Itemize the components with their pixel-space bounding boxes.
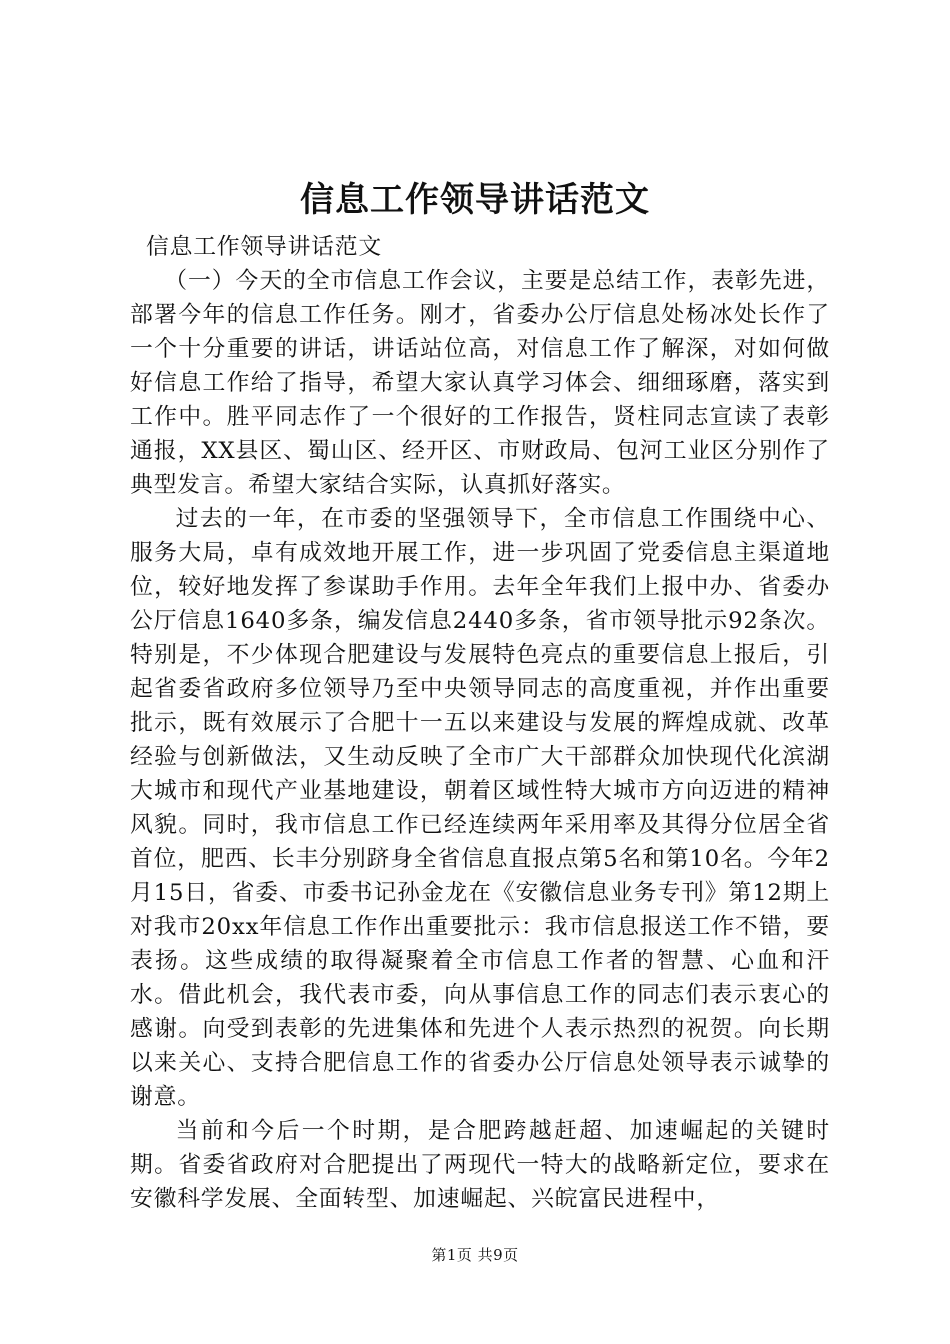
paragraph-1: （一）今天的全市信息工作会议，主要是总结工作，表彰先进，部署今年的信息工作任务。刚才，省委办公厅信息处杨冰处长作了一个十分重要的讲话，讲话站位高，对信息工作了解深，对如何做好信息工作给了指导，希望大家认真学习体会、细细琢磨，落实到工作中。胜平同志作了一个很好的工作报告，贤柱同志宣读了表彰通报，XX县区、蜀山区、经开区、市财政局、包河工业区分别作了典型发言。希望大家结合实际，认真抓好落实。: [130, 268, 830, 498]
document-subtitle: 信息工作领导讲话范文: [146, 234, 382, 260]
document-title: 信息工作领导讲话范文: [300, 180, 650, 220]
paragraph-3: 当前和今后一个时期，是合肥跨越赶超、加速崛起的关键时期。省委省政府对合肥提出了两现代一特大的战略新定位，要求在安徽科学发展、全面转型、加速崛起、兴皖富民进程中，: [130, 1118, 830, 1212]
paragraph-2: 过去的一年，在市委的坚强领导下，全市信息工作围绕中心、服务大局，卓有成效地开展工作，进一步巩固了党委信息主渠道地位，较好地发挥了参谋助手作用。去年全年我们上报中办、省委办公厅信息1640多条，编发信息2440多条，省市领导批示92条次。特别是，不少体现合肥建设与发展特色亮点的重要信息上报后，引起省委省政府多位领导乃至中央领导同志的高度重视，并作出重要批示，既有效展示了合肥十一五以来建设与发展的辉煌成就、改革经验与创新做法，又生动反映了全市广大干部群众加快现代化滨湖大城市和现代产业基地建设，朝着区域性特大城市方向迈进的精神风貌。同时，我市信息工作已经连续两年采用率及其得分位居全省首位，肥西、长丰分别跻身全省信息直报点第5名和第10名。今年2月15日，省委、市委书记孙金龙在《安徽信息业务专刊》第12期上对我市20xx年信息工作作出重要批示：我市信息报送工作不错，要表扬。这些成绩的取得凝聚着全市信息工作者的智慧、心血和汗水。借此机会，我代表市委，向从事信息工作的同志们表示衷心的感谢。向受到表彰的先进集体和先进个人表示热烈的祝贺。向长期以来关心、支持合肥信息工作的省委办公厅信息处领导表示诚挚的谢意。: [130, 506, 830, 1110]
document-body: [130, 230, 830, 1216]
page-footer: 第1页 共9页: [431, 1246, 519, 1264]
